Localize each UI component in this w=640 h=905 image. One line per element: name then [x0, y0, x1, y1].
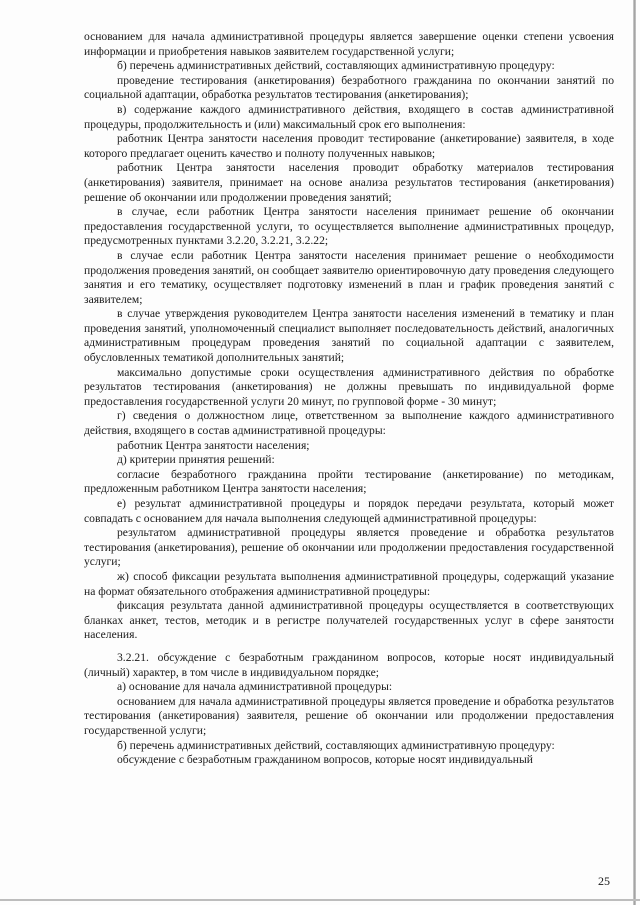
paragraph: в случае если работник Центра занятости населения принимает решение о необходимости продолжения проведения занятий, он сообщает заявителю ориентировочную дату проведения следующего занятия и его тематику, осуществляет подготовку изменений в план и график проведения занятий с заявителем;	[84, 248, 614, 306]
paragraph: е) результат административной процедуры и порядок передачи результата, который может совпадать с основанием для начала выполнения следующей административной процедуры:	[84, 497, 614, 525]
body-text	[84, 30, 614, 768]
paragraph: проведение тестирования (анкетирования) безработного гражданина по окончании занятий по социальной адаптации, обработка результатов тестирования (анкетирования);	[84, 73, 614, 102]
paragraph: работник Центра занятости населения проводит обработку материалов тестирования (анкетирования) заявителя, принимает на основе анализа результатов тестирования (анкетирования) решение об окончании или продолжении проведения занятий;	[84, 161, 614, 204]
paragraph: работник Центра занятости населения проводит тестирование (анкетирование) заявителя, в ходе которого предлагает оценить качество и полноту полученных навыков;	[84, 132, 614, 160]
paragraph: б) перечень административных действий, составляющих административную процедуру:	[117, 59, 555, 73]
paragraph: в случае, если работник Центра занятости населения принимает решение об окончании предоставления государственной услуги, то осуществляется выполнение административных процедур, предусмотренных пунктами 3.2.20, 3.2.21, 3.2.22;	[84, 205, 614, 248]
paragraph: б) перечень административных действий, составляющих административную процедуру:	[117, 738, 555, 752]
paragraph: максимально допустимые сроки осуществления административного действия по обработке результатов тестирования (анкетирования) не должны превышать по индивидуальной форме предоставления государственной услуги 20 минут, по групповой форме - 30 минут;	[84, 365, 614, 408]
paragraph: фиксация результата данной административной процедуры осуществляется в соответствующих бланках анкет, тестов, методик и в регистре получателей государственных услуг в сфере занятости населения.	[84, 599, 614, 642]
paragraph: д) критерии принятия решений:	[117, 453, 275, 467]
paragraph: а) основание для начала административной процедуры:	[117, 680, 393, 694]
paragraph: согласие безработного гражданина пройти тестирование (анкетирование) по методикам, предложенным работником Центра занятости населения;	[84, 467, 614, 496]
page-number: 25	[598, 874, 610, 888]
paragraph: основанием для начала административной процедуры является проведение и обработка результатов тестирования (анкетирования) заявителя, решение об окончании или продолжении предоставления государственной услуги;	[84, 694, 614, 737]
paragraph: в случае утверждения руководителем Центра занятости населения изменений в тематику и план проведения занятий, уполномоченный специалист выполняет последовательность действий, аналогичных административным процедурам проведения занятий по социальной адаптации с заявителем, обусловленных тематикой дополнительных занятий;	[84, 307, 614, 365]
paragraph: в) содержание каждого административного действия, входящего в состав административной процедуры, продолжительность и (или) максимальный срок его выполнения:	[84, 102, 614, 131]
scan-edge-right	[633, 0, 636, 905]
scan-edge-bottom	[0, 899, 640, 901]
paragraph: обсуждение с безработным гражданином вопросов, которые носят индивидуальный	[117, 753, 533, 767]
paragraph: основанием для начала административной процедуры является завершение оценки степени усвоения информации и приобретения навыков заявителем государственной услуги;	[84, 30, 614, 58]
paragraph: результатом административной процедуры является проведение и обработка результатов тестирования (анкетирования), решение об окончании или продолжении предоставления государственной услуги;	[84, 526, 614, 569]
paragraph: работник Центра занятости населения;	[117, 438, 310, 452]
paragraph: г) сведения о должностном лице, ответственном за выполнение каждого административного действия, входящего в состав административной процедуры:	[84, 409, 614, 438]
paragraph: ж) способ фиксации результата выполнения административной процедуры, содержащий указание на формат обязательного отображения административной процедуры:	[84, 569, 614, 598]
section-heading-3-2-21: 3.2.21. обсуждение с безработным гражданином вопросов, которые носят индивидуальный (личный) характер, в том числе в индивидуальном порядке;	[84, 650, 614, 679]
